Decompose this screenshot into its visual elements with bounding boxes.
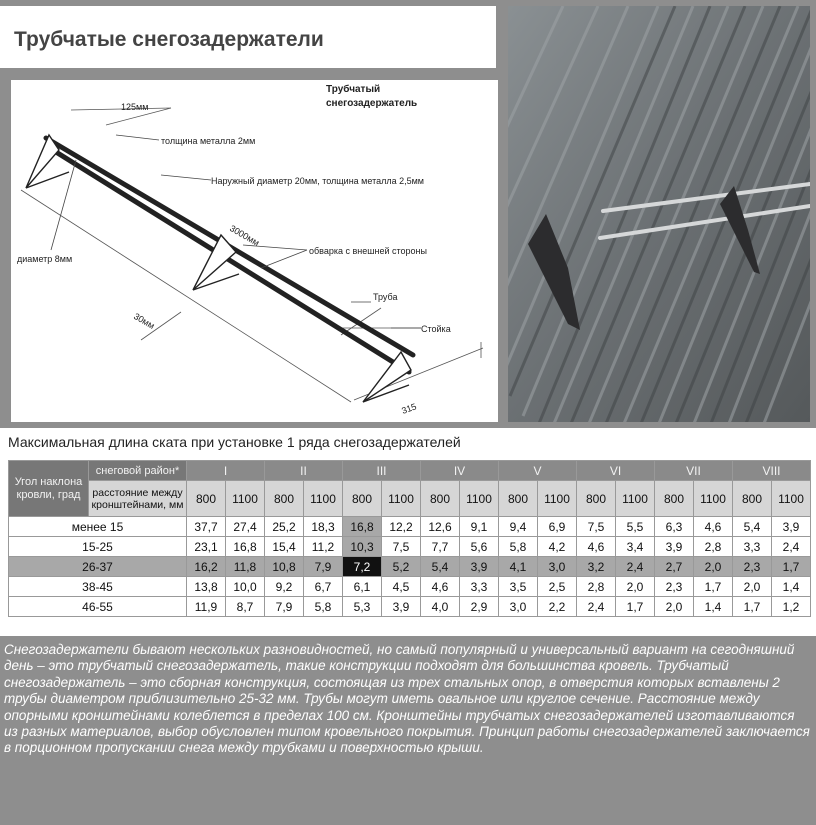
snow-guard-drawing [11, 80, 498, 422]
value-cell: 6,9 [538, 517, 577, 537]
value-cell: 8,7 [226, 597, 265, 617]
value-cell: 7,9 [304, 557, 343, 577]
value-cell: 6,1 [343, 577, 382, 597]
snow-region-header [89, 461, 187, 481]
distance-800: 800 [343, 481, 382, 517]
region-header: VI [577, 461, 655, 481]
region-header: VIII [733, 461, 811, 481]
value-cell: 2,4 [616, 557, 655, 577]
value-cell: 2,0 [694, 557, 733, 577]
region-header: VII [655, 461, 733, 481]
label-125mm: 125мм [121, 102, 149, 112]
value-cell: 5,3 [343, 597, 382, 617]
region-header: III [343, 461, 421, 481]
value-cell: 27,4 [226, 517, 265, 537]
value-cell: 11,8 [226, 557, 265, 577]
distance-800: 800 [577, 481, 616, 517]
value-cell: 5,2 [382, 557, 421, 577]
distance-1100: 1100 [694, 481, 733, 517]
value-cell: 7,5 [577, 517, 616, 537]
value-cell: 3,4 [616, 537, 655, 557]
value-cell: 2,0 [733, 577, 772, 597]
table-row [9, 557, 811, 577]
slope-length-table [8, 460, 811, 617]
value-cell: 9,2 [265, 577, 304, 597]
label-post: Стойка [421, 324, 451, 334]
angle-cell: 38-45 [9, 577, 187, 597]
value-cell: 1,2 [772, 597, 811, 617]
table-row [9, 537, 811, 557]
roof-photo [508, 6, 810, 422]
value-cell: 3,9 [655, 537, 694, 557]
value-cell: 2,3 [733, 557, 772, 577]
value-cell: 16,8 [343, 517, 382, 537]
angle-cell: 46-55 [9, 597, 187, 617]
value-cell: 18,3 [304, 517, 343, 537]
distance-1100: 1100 [538, 481, 577, 517]
distance-800: 800 [265, 481, 304, 517]
value-cell: 7,5 [382, 537, 421, 557]
value-cell: 2,3 [655, 577, 694, 597]
value-cell: 5,4 [421, 557, 460, 577]
distance-800: 800 [655, 481, 694, 517]
label-3000mm: 3000мм [228, 223, 262, 248]
page-title: Трубчатые снегозадержатели [14, 28, 324, 51]
region-header: II [265, 461, 343, 481]
technical-diagram [11, 80, 498, 422]
label-diameter-8mm: диаметр 8мм [17, 254, 73, 264]
value-cell: 5,8 [499, 537, 538, 557]
value-cell: 3,0 [499, 597, 538, 617]
value-cell: 12,6 [421, 517, 460, 537]
value-cell: 2,4 [772, 537, 811, 557]
value-cell: 1,7 [616, 597, 655, 617]
label-30mm: 30мм [132, 311, 157, 331]
value-cell: 4,1 [499, 557, 538, 577]
value-cell: 9,1 [460, 517, 499, 537]
value-cell: 3,9 [772, 517, 811, 537]
angle-header: Угол наклона кровли, град [9, 461, 89, 517]
distance-800: 800 [499, 481, 538, 517]
distance-1100: 1100 [226, 481, 265, 517]
angle-cell: менее 15 [9, 517, 187, 537]
table-row [9, 517, 811, 537]
value-cell: 3,9 [460, 557, 499, 577]
region-header: IV [421, 461, 499, 481]
value-cell: 2,8 [577, 577, 616, 597]
value-cell: 1,4 [694, 597, 733, 617]
distance-1100: 1100 [460, 481, 499, 517]
distance-header: расстояние между кронштейнами, мм [89, 481, 187, 517]
distance-800: 800 [733, 481, 772, 517]
value-cell: 2,4 [577, 597, 616, 617]
value-cell: 4,6 [421, 577, 460, 597]
value-cell: 23,1 [187, 537, 226, 557]
value-cell: 16,2 [187, 557, 226, 577]
value-cell: 7,7 [421, 537, 460, 557]
value-cell: 1,7 [694, 577, 733, 597]
value-cell: 4,5 [382, 577, 421, 597]
value-cell: 5,5 [616, 517, 655, 537]
value-cell: 7,2 [343, 557, 382, 577]
snow-region-mark: * [174, 464, 180, 477]
value-cell: 4,2 [538, 537, 577, 557]
label-metal-thickness: толщина металла 2мм [161, 136, 256, 146]
diagram-title-1: Трубчатый [326, 84, 381, 95]
value-cell: 25,2 [265, 517, 304, 537]
value-cell: 4,0 [421, 597, 460, 617]
value-cell: 3,2 [577, 557, 616, 577]
table-title: Максимальная длина ската при установке 1 ряда снегозадержателей [8, 434, 461, 450]
angle-cell: 26-37 [9, 557, 187, 577]
table-section [0, 428, 816, 636]
value-cell: 10,3 [343, 537, 382, 557]
value-cell: 13,8 [187, 577, 226, 597]
value-cell: 11,9 [187, 597, 226, 617]
region-header: V [499, 461, 577, 481]
title-banner [0, 6, 496, 68]
value-cell: 3,3 [733, 537, 772, 557]
value-cell: 9,4 [499, 517, 538, 537]
value-cell: 11,2 [304, 537, 343, 557]
value-cell: 1,7 [733, 597, 772, 617]
value-cell: 12,2 [382, 517, 421, 537]
table-body [9, 517, 811, 617]
value-cell: 3,3 [460, 577, 499, 597]
value-cell: 2,2 [538, 597, 577, 617]
value-cell: 2,0 [655, 597, 694, 617]
value-cell: 5,4 [733, 517, 772, 537]
value-cell: 5,6 [460, 537, 499, 557]
value-cell: 15,4 [265, 537, 304, 557]
table-row [9, 597, 811, 617]
label-315: 315 [400, 401, 418, 416]
angle-cell: 15-25 [9, 537, 187, 557]
distance-1100: 1100 [772, 481, 811, 517]
value-cell: 2,0 [616, 577, 655, 597]
distance-1100: 1100 [382, 481, 421, 517]
value-cell: 2,7 [655, 557, 694, 577]
value-cell: 2,9 [460, 597, 499, 617]
value-cell: 10,0 [226, 577, 265, 597]
value-cell: 3,9 [382, 597, 421, 617]
value-cell: 1,4 [772, 577, 811, 597]
value-cell: 5,8 [304, 597, 343, 617]
value-cell: 4,6 [694, 517, 733, 537]
distance-800: 800 [421, 481, 460, 517]
label-outer-diameter: Наружный диаметр 20мм, толщина металла 2,5мм [211, 176, 424, 186]
value-cell: 37,7 [187, 517, 226, 537]
region-header: I [187, 461, 265, 481]
value-cell: 2,8 [694, 537, 733, 557]
roof-photo-drawing [508, 6, 810, 422]
value-cell: 3,0 [538, 557, 577, 577]
value-cell: 1,7 [772, 557, 811, 577]
distance-1100: 1100 [616, 481, 655, 517]
value-cell: 6,3 [655, 517, 694, 537]
value-cell: 2,5 [538, 577, 577, 597]
label-tube: Труба [373, 292, 398, 302]
diagram-title-2: снегозадержатель [326, 98, 418, 109]
value-cell: 3,5 [499, 577, 538, 597]
snow-region-label: снеговой район [95, 464, 175, 477]
value-cell: 10,8 [265, 557, 304, 577]
distance-1100: 1100 [304, 481, 343, 517]
table-row [9, 577, 811, 597]
description-text: Снегозадержатели бывают нескольких разновидностей, но самый популярный и универсальный вариант на сегодняшний день – это трубчатый снегозадержатель, такие конструкции подходят для большинства кровель. Трубчатый снегозадержатель – это сборная конструкция, состоящая из трех стальных опор, в отверстия которых вставлены 2 трубы диаметром приблизительно 25-32 мм. Трубы могут иметь овальное или круглое сечение. Расстояние между опорными кронштейнами колеблется в пределах 100 см. Кронштейны трубчатых снегозадержателей изготавливаются из разных материалов, выбор обусловлен типом кровельного покрытия. Принцип работы снегозадержателей заключается в порционном пропускании снега между трубками и поверхностью крыши. [4, 642, 810, 756]
distance-800: 800 [187, 481, 226, 517]
value-cell: 6,7 [304, 577, 343, 597]
value-cell: 4,6 [577, 537, 616, 557]
label-weld: обварка с внешней стороны [309, 246, 427, 256]
value-cell: 16,8 [226, 537, 265, 557]
value-cell: 7,9 [265, 597, 304, 617]
